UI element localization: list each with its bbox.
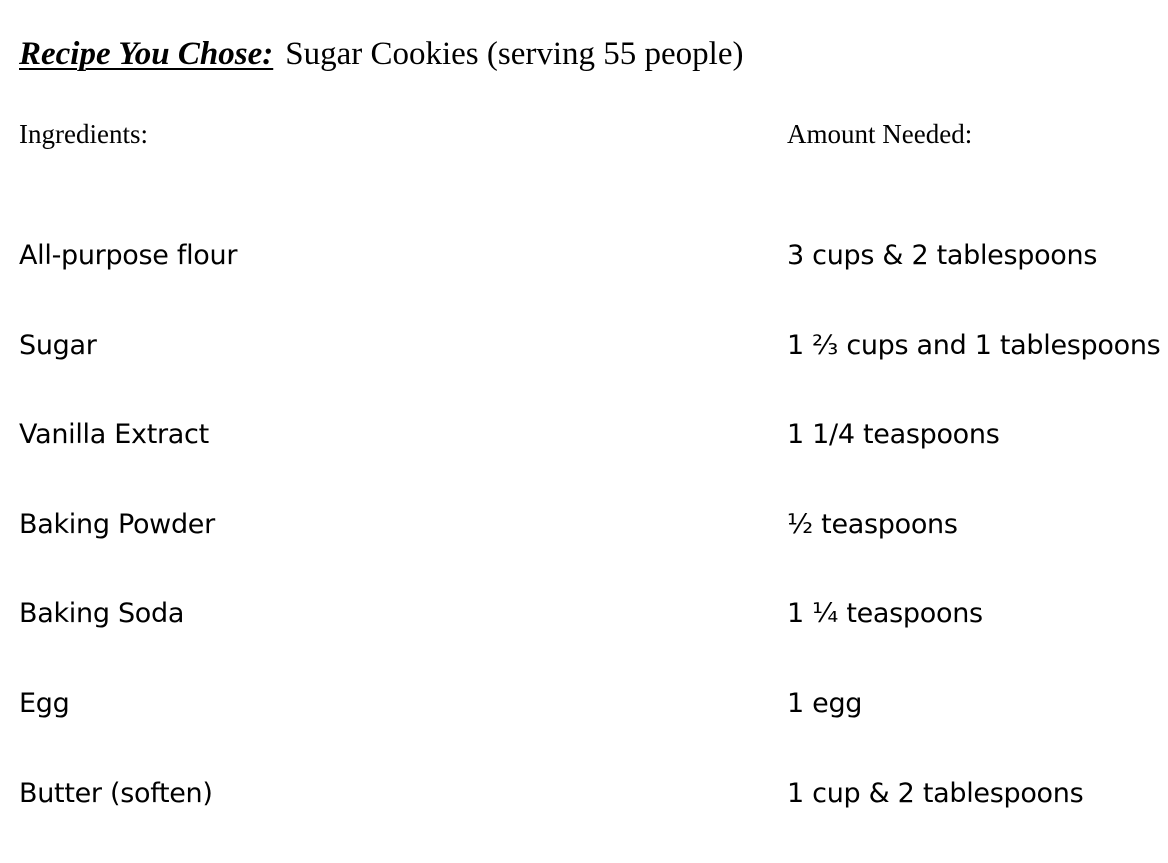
recipe-title-line [19, 34, 743, 74]
ingredient-amount: 3 cups & 2 tablespoons [787, 240, 1098, 271]
ingredient-amount: 1 ⅔ cups and 1 tablespoons [787, 329, 1161, 361]
ingredient-list [0, 236, 1168, 863]
ingredient-name: Butter (soften) [19, 777, 213, 809]
ingredient-amount: 1 egg [787, 687, 863, 719]
ingredient-row [0, 326, 1168, 416]
ingredient-row [0, 236, 1168, 326]
ingredient-name: Egg [19, 687, 70, 719]
ingredient-amount: 1 cup & 2 tablespoons [787, 777, 1084, 809]
ingredient-row [0, 774, 1168, 863]
ingredient-row [0, 415, 1168, 505]
ingredient-name: All-purpose flour [19, 240, 238, 271]
ingredient-row [0, 505, 1168, 595]
recipe-title-value: Sugar Cookies (serving 55 people) [285, 36, 744, 72]
ingredient-name: Vanilla Extract [19, 419, 209, 451]
amount-column-header: Amount Needed: [787, 119, 973, 149]
ingredient-amount: ½ teaspoons [787, 508, 958, 540]
ingredient-name: Baking Powder [19, 508, 215, 540]
ingredient-name: Baking Soda [19, 598, 185, 630]
recipe-title-label: Recipe You Chose: [19, 36, 274, 72]
ingredient-name: Sugar [19, 329, 97, 361]
ingredient-row [0, 684, 1168, 774]
ingredient-amount: 1 1/4 teaspoons [787, 419, 1000, 451]
ingredients-column-header: Ingredients: [19, 119, 148, 149]
ingredient-row [0, 594, 1168, 684]
ingredient-amount: 1 ¼ teaspoons [787, 598, 983, 630]
